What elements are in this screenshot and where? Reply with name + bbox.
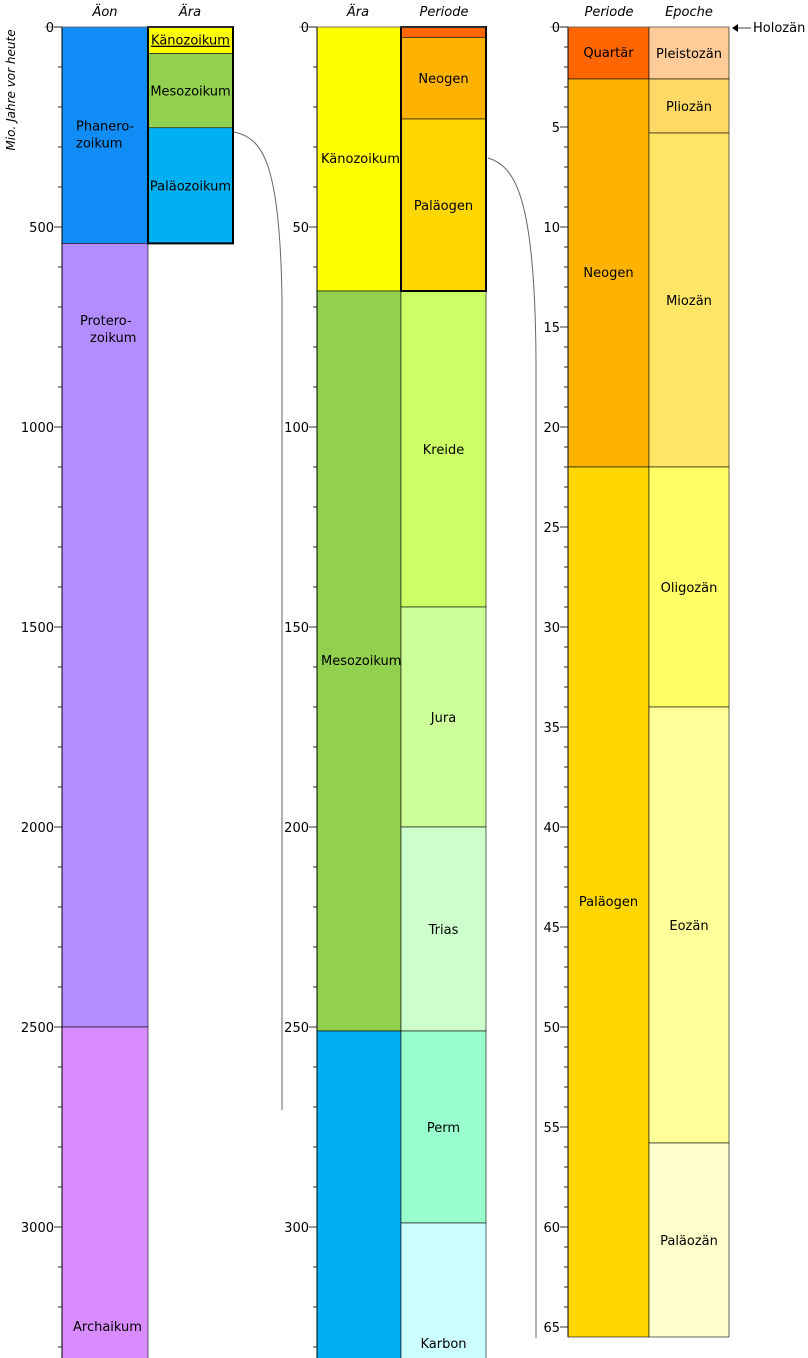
c3-tick-label: 15 bbox=[543, 321, 560, 336]
c3-tick-label: 60 bbox=[543, 1221, 560, 1236]
c2-inner-label-perm: Perm bbox=[426, 1121, 461, 1136]
c2-outer-label-mesozoikum: Mesozoikum bbox=[321, 654, 402, 669]
c3-header-epoche: Epoche bbox=[665, 5, 713, 20]
c3-tick-label: 25 bbox=[543, 521, 560, 536]
c3-tick-label: 65 bbox=[543, 1321, 560, 1336]
c3-tick-label: 5 bbox=[551, 121, 560, 136]
c1-tick-label: 2000 bbox=[20, 821, 54, 836]
c1-outer-archaikum bbox=[62, 1027, 148, 1358]
c3-tick-label: 50 bbox=[543, 1021, 560, 1036]
c2-header-periode: Periode bbox=[419, 5, 469, 20]
c2-tick-label: 100 bbox=[284, 421, 309, 436]
c2-tick-label: 0 bbox=[300, 21, 309, 36]
c3-tick-label: 40 bbox=[543, 821, 560, 836]
c2-inner-block-0 bbox=[401, 27, 486, 37]
c3-inner-label-pliozaen: Pliozän bbox=[665, 100, 713, 115]
holozaen-arrow-head bbox=[732, 24, 738, 32]
c2-tick-label: 300 bbox=[284, 1221, 309, 1236]
c1-inner-label-palaeozoikum: Paläozoikum bbox=[149, 179, 232, 195]
connector-curve-2 bbox=[488, 158, 536, 1338]
holozaen-label: Holozän bbox=[753, 21, 806, 36]
c3-tick-label: 10 bbox=[543, 221, 560, 236]
c3-inner-label-miozaen: Miozän bbox=[666, 294, 712, 309]
c2-tick-label: 250 bbox=[284, 1021, 309, 1036]
c2-tick-label: 200 bbox=[284, 821, 309, 836]
c1-inner-label-mesozoikum: Mesozoikum bbox=[150, 84, 231, 100]
c1-outer-label-phanero: Phanero- bbox=[76, 119, 135, 135]
c3-outer-label-neogen: Neogen bbox=[583, 266, 634, 281]
c3-inner-label-pleistozaen: Pleistozän bbox=[656, 47, 722, 62]
c3-tick-label: 45 bbox=[543, 921, 560, 936]
c2-outer-palaeozoikum bbox=[317, 1031, 401, 1358]
c2-inner-label-palaeogen: Paläogen bbox=[413, 199, 474, 214]
c1-tick-label: 500 bbox=[29, 221, 54, 236]
c3-outer-label-palaeogen: Paläogen bbox=[578, 895, 639, 910]
c3-tick-label: 30 bbox=[543, 621, 560, 636]
c2-inner-label-trias: Trias bbox=[428, 923, 459, 938]
c1-outer-phanero-zoikum bbox=[62, 27, 148, 243]
c1-header-aeon: Äon bbox=[92, 5, 118, 20]
c2-inner-label-neogen: Neogen bbox=[418, 72, 469, 88]
c1-outer-label-zoikum: zoikum bbox=[90, 331, 137, 346]
c1-tick-label: 1500 bbox=[20, 621, 54, 636]
c1-tick-label: 2500 bbox=[20, 1021, 54, 1036]
c1-outer-protero-zoikum bbox=[62, 243, 148, 1027]
c3-tick-label: 55 bbox=[543, 1121, 560, 1136]
c2-inner-label-karbon: Karbon bbox=[420, 1337, 467, 1352]
c1-header-aera: Ära bbox=[178, 5, 202, 20]
c1-inner-label-kaenozoikum: Känozoikum bbox=[151, 33, 230, 49]
c2-tick-label: 50 bbox=[292, 221, 309, 236]
c2-outer-label-kaenozoikum: Känozoikum bbox=[321, 152, 400, 167]
c1-tick-label: 1000 bbox=[20, 421, 54, 436]
c2-header-aera: Ära bbox=[346, 5, 370, 20]
c1-outer-label-archaikum: Archaikum bbox=[73, 1320, 142, 1335]
c3-inner-label-oligozaen: Oligozän bbox=[660, 581, 718, 596]
connector-curve-1 bbox=[234, 132, 282, 1110]
c3-header-periode: Periode bbox=[584, 5, 634, 20]
y-axis-label: Mio. Jahre vor heute bbox=[4, 29, 18, 151]
c3-inner-label-eozaen: Eozän bbox=[669, 919, 709, 934]
c3-tick-label: 0 bbox=[551, 21, 560, 36]
c3-tick-label: 35 bbox=[543, 721, 560, 736]
c3-tick-label: 20 bbox=[543, 421, 560, 436]
c3-outer-label-quartaer: Quartär bbox=[583, 46, 634, 61]
c1-tick-label: 3000 bbox=[20, 1221, 54, 1236]
c1-outer-label-zoikum: zoikum bbox=[76, 136, 123, 152]
c2-inner-label-kreide: Kreide bbox=[422, 443, 465, 458]
c3-inner-label-palaeozaen: Paläozän bbox=[660, 1234, 718, 1249]
c1-tick-label: 0 bbox=[45, 21, 54, 36]
c1-outer-label-protero: Protero- bbox=[80, 314, 132, 329]
c2-tick-label: 150 bbox=[284, 621, 309, 636]
c2-inner-label-jura: Jura bbox=[430, 711, 457, 726]
